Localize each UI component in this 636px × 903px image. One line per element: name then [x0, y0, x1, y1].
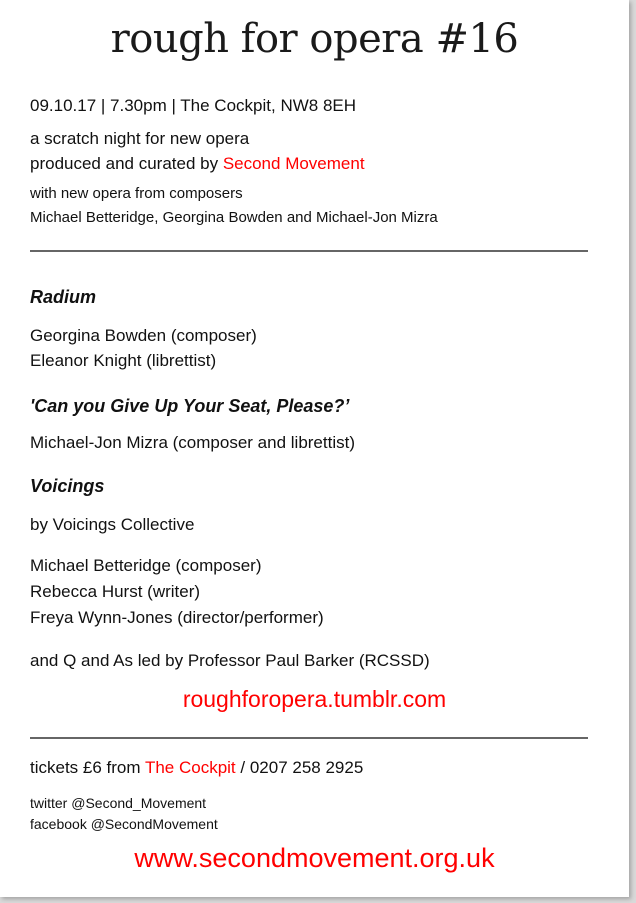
- divider: [30, 737, 588, 739]
- tickets-line: [30, 758, 363, 778]
- event-details: 09.10.17 | 7.30pm | The Cockpit, NW8 8EH: [30, 96, 357, 115]
- work-title-voicings: Voicings: [30, 476, 105, 496]
- work-credit: Michael Betteridge (composer): [30, 556, 262, 575]
- facebook-handle: facebook @SecondMovement: [30, 816, 218, 832]
- work-title-seat: 'Can you Give Up Your Seat, Please?’: [30, 396, 350, 416]
- producer-prefix: produced and curated by: [30, 154, 223, 173]
- venue-link[interactable]: The Cockpit: [144, 758, 236, 777]
- tickets-phone: / 0207 258 2925: [235, 758, 364, 777]
- work-title-radium: Radium: [30, 287, 97, 307]
- producer-link[interactable]: Second Movement: [222, 154, 365, 173]
- work-credit: Michael-Jon Mizra (composer and librettist): [30, 433, 355, 452]
- work-credit: Georgina Bowden (composer): [30, 326, 257, 345]
- website-link[interactable]: www.secondmovement.org.uk: [134, 843, 495, 873]
- work-credit: Freya Wynn-Jones (director/performer): [30, 608, 324, 627]
- qa-line: and Q and As led by Professor Paul Barker (RCSSD): [30, 651, 430, 670]
- event-tagline: a scratch night for new opera: [30, 129, 250, 148]
- producer-line: [30, 154, 365, 174]
- divider: [30, 250, 588, 252]
- work-byline: by Voicings Collective: [30, 515, 195, 534]
- blog-link[interactable]: roughforopera.tumblr.com: [182, 686, 447, 712]
- page-title: rough for opera #16: [110, 16, 519, 62]
- twitter-handle: twitter @Second_Movement: [30, 795, 207, 811]
- composers-list: Michael Betteridge, Georgina Bowden and Michael-Jon Mizra: [30, 209, 438, 226]
- tickets-prefix: tickets £6 from: [30, 758, 145, 777]
- work-credit: Eleanor Knight (librettist): [30, 351, 217, 370]
- work-credit: Rebecca Hurst (writer): [30, 582, 201, 601]
- composers-intro: with new opera from composers: [30, 185, 243, 202]
